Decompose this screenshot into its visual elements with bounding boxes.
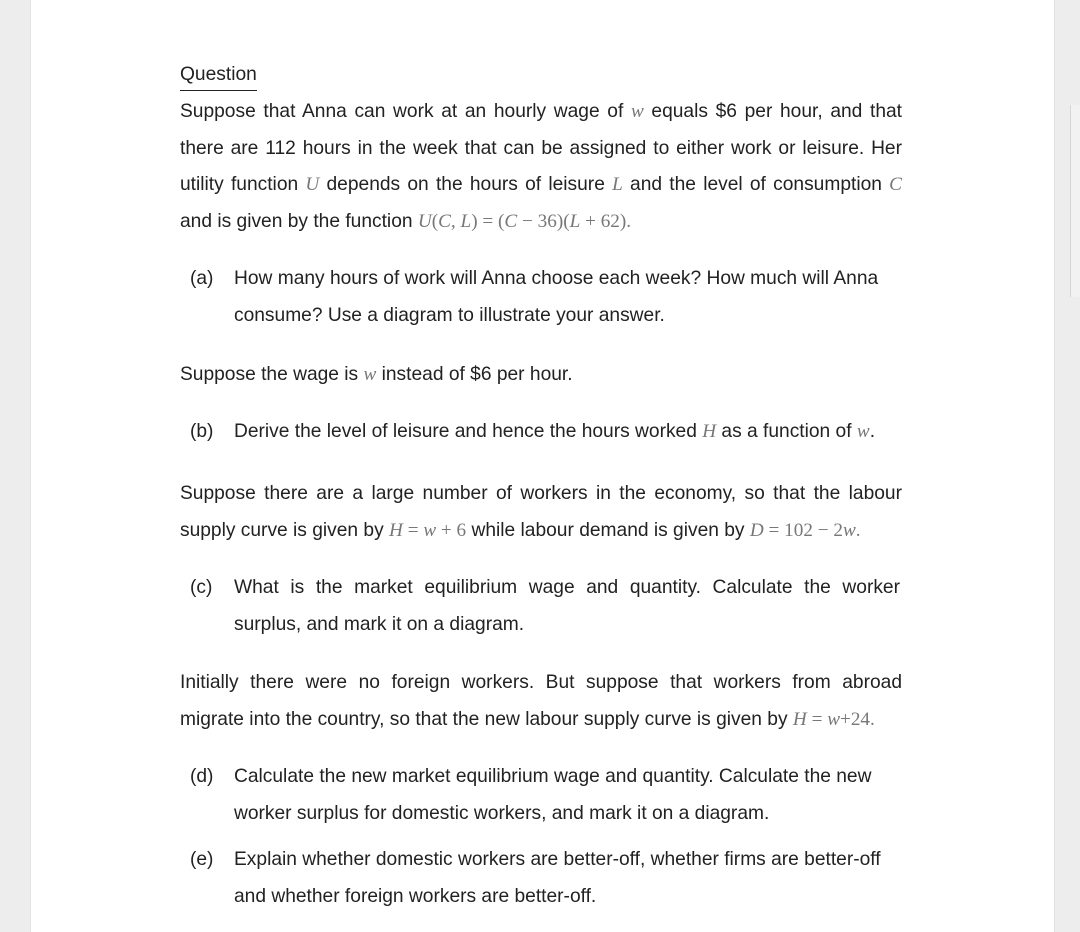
- supply-eq: =: [402, 519, 424, 541]
- part-b-label: (b): [190, 421, 214, 442]
- labour-text-1: Suppose there are a large number of workers in the economy, so that the labour supply curve is given by: [180, 483, 902, 541]
- formula-plus62: + 62).: [580, 210, 632, 232]
- formula-U: U: [417, 210, 432, 232]
- formula-minus36: − 36)(: [517, 210, 570, 232]
- intro-text-5: and is given by the function: [180, 210, 418, 232]
- wage-symbol-3: w: [856, 421, 870, 442]
- part-c-text: What is the market equilibrium wage and quantity. Calculate the worker surplus, and mark it on a diagram.: [234, 577, 900, 635]
- wage-symbol-2: w: [363, 364, 377, 385]
- new-supply-equation: [793, 709, 875, 730]
- question-title: Question: [180, 60, 257, 91]
- wage-paragraph: [180, 357, 902, 394]
- new-supply-H: H: [792, 708, 807, 730]
- demand-eq: = 102 − 2: [763, 519, 843, 541]
- part-d-label: (d): [190, 766, 214, 787]
- demand-w: w: [842, 519, 856, 541]
- part-e-label: (e): [190, 849, 214, 870]
- supply-H: H: [389, 519, 403, 541]
- supply-w: w: [423, 519, 437, 541]
- formula-paren: (: [431, 210, 439, 232]
- hours-symbol: H: [702, 421, 717, 442]
- new-supply-plus24: +24.: [840, 708, 875, 730]
- part-a-label: (a): [190, 268, 214, 289]
- formula-L: L: [569, 210, 581, 232]
- supply-equation: [389, 520, 466, 541]
- utility-formula: [418, 211, 631, 232]
- leisure-symbol: L: [612, 174, 623, 195]
- formula-CL: C, L: [438, 210, 472, 232]
- wage-text-1: Suppose the wage is: [180, 364, 364, 385]
- supply-plus6: + 6: [436, 519, 467, 541]
- wage-text-2: instead of $6 per hour.: [376, 364, 573, 385]
- utility-symbol: U: [305, 174, 320, 195]
- demand-period: .: [855, 519, 861, 541]
- intro-text-4: and the level of consumption: [622, 174, 890, 195]
- labour-text-2: while labour demand is given by: [466, 519, 750, 541]
- consumption-symbol: C: [889, 174, 902, 195]
- part-b-text-1: Derive the level of leisure and hence the hours worked: [234, 421, 703, 442]
- formula-C: C: [504, 210, 518, 232]
- wage-symbol: w: [630, 101, 644, 122]
- migration-paragraph: [180, 665, 902, 738]
- intro-text-2: equals $6 per hour, and that there are 112 hours in the week that can be assigned to either work or leisure. Her utility function: [180, 101, 902, 195]
- part-a-text: How many hours of work will Anna choose each week? How much will Anna consume? Use a diagram to illustrate your answer.: [234, 268, 879, 326]
- demand-equation: [750, 520, 861, 541]
- part-d-text: Calculate the new market equilibrium wage and quantity. Calculate the new worker surplus for domestic workers, and mark it on a diagram.: [234, 766, 872, 824]
- new-supply-eq: =: [806, 708, 828, 730]
- new-supply-w: w: [827, 708, 840, 730]
- scrollbar-thumb[interactable]: [1070, 105, 1080, 297]
- formula-eq: ) = (: [471, 210, 505, 232]
- intro-text-1: Suppose that Anna can work at an hourly wage of: [180, 101, 631, 122]
- labour-paragraph: [180, 476, 902, 549]
- migration-text: Initially there were no foreign workers. But suppose that workers from abroad migrate into the country, so that the new labour supply curve is given by: [180, 672, 902, 730]
- demand-D: D: [749, 519, 764, 541]
- part-c-label: (c): [190, 577, 213, 598]
- part-e-text: Explain whether domestic workers are better-off, whether firms are better-off and whether foreign workers are better-off.: [234, 849, 881, 907]
- part-b-text-3: .: [869, 421, 876, 442]
- intro-text-3: depends on the hours of leisure: [319, 174, 613, 195]
- intro-paragraph: [180, 94, 902, 240]
- part-b-text: [234, 414, 900, 451]
- part-b-text-2: as a function of: [716, 421, 857, 442]
